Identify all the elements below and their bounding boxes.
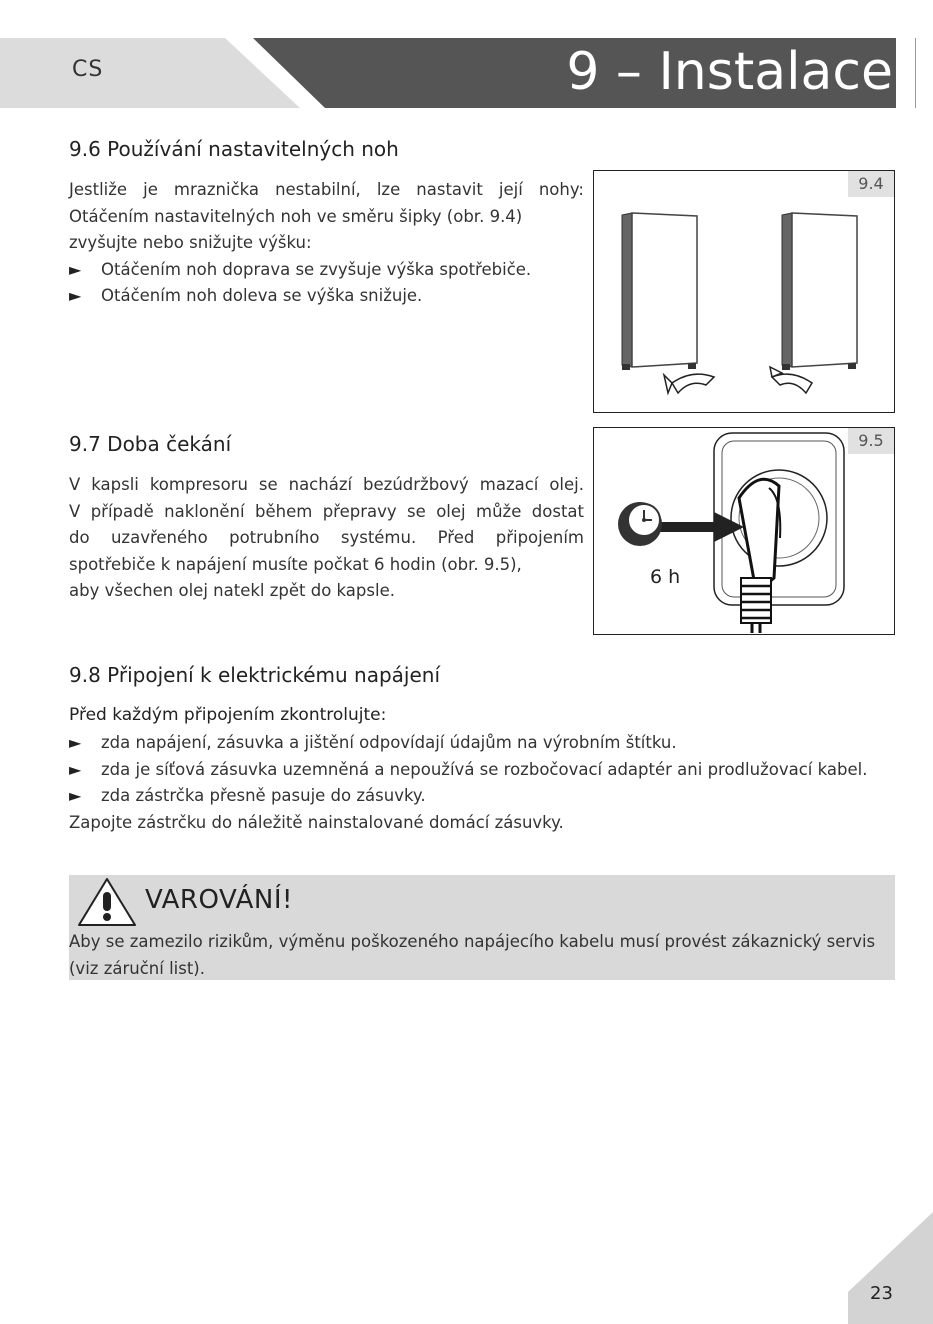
rotate-right-arrow-icon [664, 374, 714, 393]
section-heading-9-6: 9.6 Používání nastavitelných noh [69, 137, 399, 161]
appliance-left-icon [622, 213, 697, 370]
language-code: CS [72, 57, 104, 82]
list-item-text: zda je síťová zásuvka uzemněná a nepoužívá se rozbočovací adaptér ani prodlužovací kabel. [101, 759, 868, 779]
language-tab [0, 38, 300, 108]
wait-time-label: 6 h [650, 566, 681, 588]
text-line: V kapsli kompresoru se nachází bezúdržbový mazací olej. [69, 475, 584, 494]
section-9-7-text [69, 472, 584, 605]
list-item [69, 757, 895, 784]
triangle-right-icon: ► [69, 259, 82, 279]
text-line: spotřebiče k napájení musíte počkat 6 hodin (obr. 9.5), [69, 554, 522, 574]
list-item-text: zda zástrčka přesně pasuje do zásuvky. [101, 786, 426, 805]
rotate-left-arrow-icon [770, 367, 812, 393]
appliance-right-icon [782, 213, 857, 370]
socket-plug-illustration [594, 428, 893, 633]
adjustable-feet-illustration [594, 171, 893, 411]
figure-9-5 [593, 427, 895, 635]
section-9-8-list [69, 730, 895, 836]
text-line: zvyšujte nebo snižujte výšku: [69, 233, 312, 252]
triangle-right-icon: ► [69, 733, 82, 752]
section-heading-9-7: 9.7 Doba čekání [69, 432, 232, 456]
figure-9-4 [593, 170, 895, 413]
triangle-right-icon: ► [69, 286, 82, 305]
section-9-6-text [69, 177, 584, 310]
list-item [69, 783, 895, 810]
page-number: 23 [870, 1283, 893, 1304]
triangle-right-icon: ► [69, 786, 82, 805]
triangle-right-icon: ► [69, 759, 82, 779]
list-item-text: zda napájení, zásuvka a jištění odpovídají údajům na výrobním štítku. [101, 733, 677, 752]
list-item-text: Otáčením noh doprava se zvyšuje výška spotřebiče. [101, 259, 532, 279]
list-item [69, 257, 584, 284]
clock-icon [618, 502, 662, 546]
page-corner [848, 1212, 933, 1324]
warning-text: Aby se zamezilo rizikům, výměnu poškozeného napájecího kabelu musí provést zákaznický servis (viz záruční list). [69, 932, 876, 978]
text-line: aby všechen olej natekl zpět do kapsle. [69, 581, 395, 600]
warning-title: VAROVÁNÍ! [145, 885, 293, 915]
list-item [69, 730, 895, 757]
figure-label: 9.5 [848, 428, 894, 454]
figure-label: 9.4 [848, 171, 894, 197]
page-edge-line [915, 38, 916, 108]
chapter-title: 9 – Instalace [566, 42, 893, 102]
warning-triangle-icon [76, 876, 138, 928]
list-item [69, 283, 584, 310]
text-line: do uzavřeného potrubního systému. Před připojením [69, 528, 584, 547]
text-line: Jestliže je mraznička nestabilní, lze nastavit její nohy: [69, 180, 584, 199]
text-line: V případě naklonění během přepravy se olej může dostat [69, 501, 584, 521]
text-line: Zapojte zástrčku do náležitě nainstalované domácí zásuvky. [69, 812, 564, 832]
section-heading-9-8: 9.8 Připojení k elektrickému napájení [69, 663, 441, 687]
list-item-text: Otáčením noh doleva se výška snižuje. [101, 286, 423, 305]
section-subheading: Před každým připojením zkontrolujte: [69, 705, 387, 725]
text-line: Otáčením nastavitelných noh ve směru šipky (obr. 9.4) [69, 206, 523, 226]
